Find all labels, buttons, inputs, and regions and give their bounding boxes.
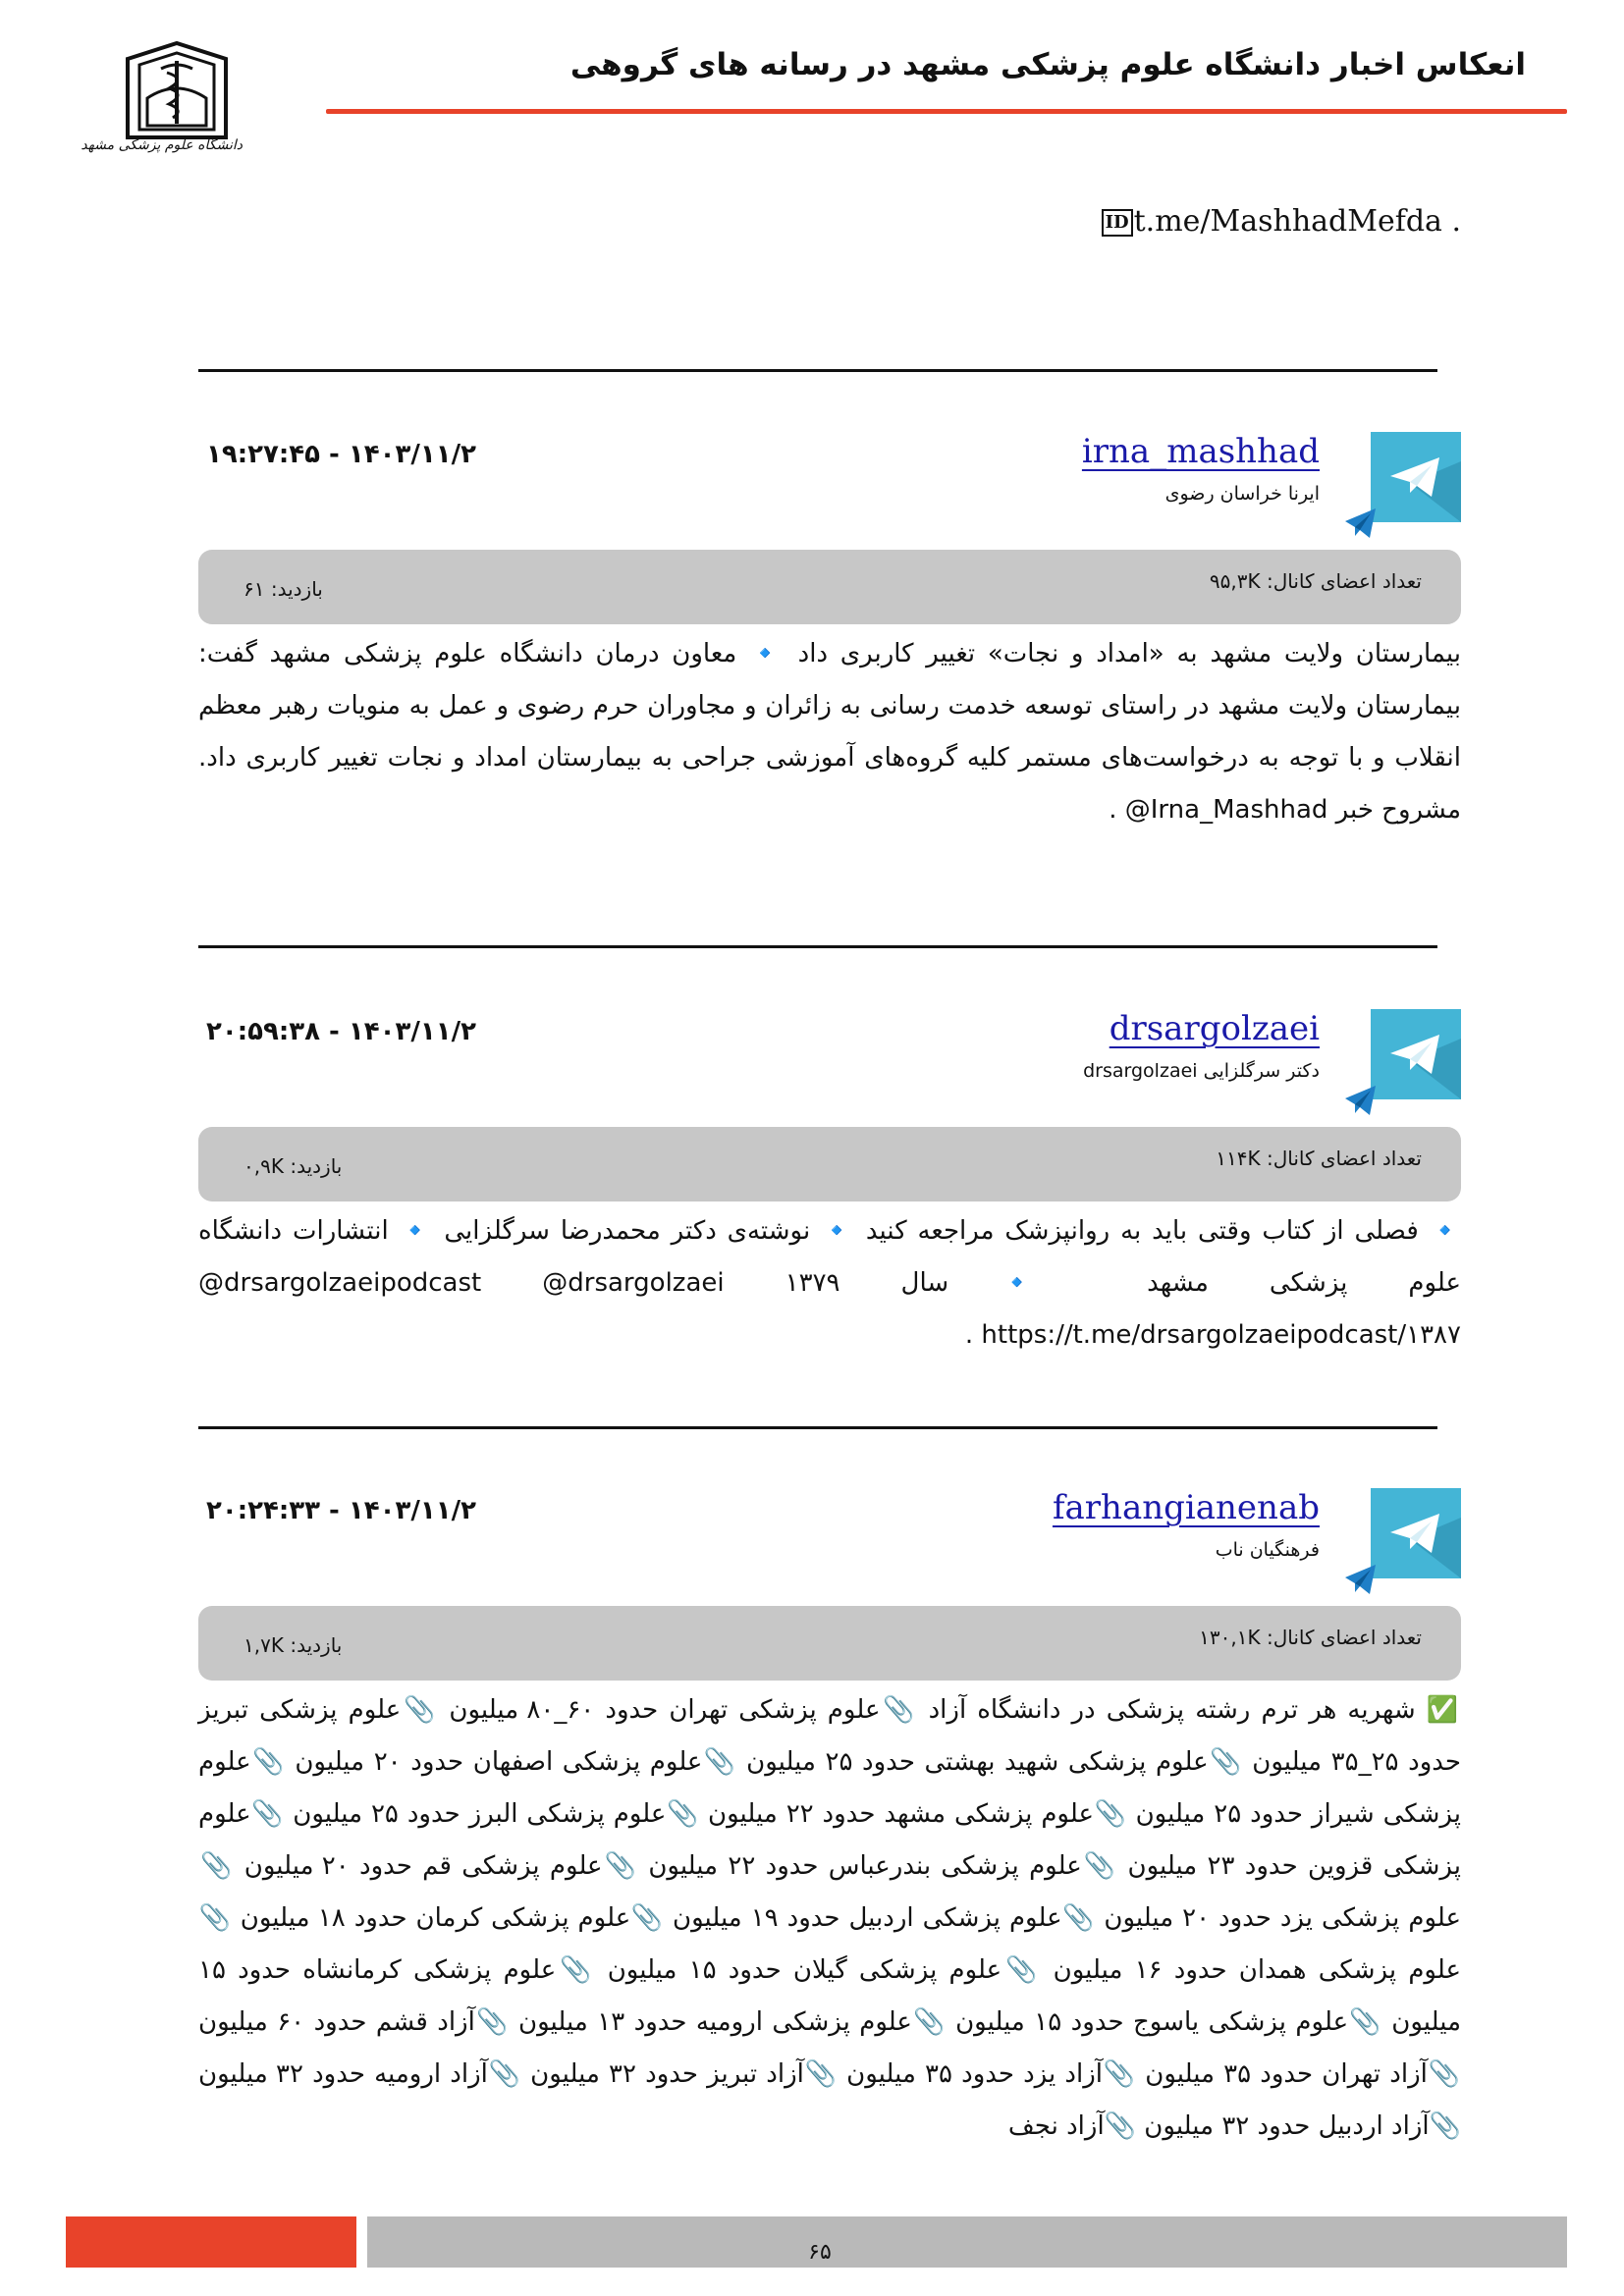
previous-post-tail — [1102, 204, 1461, 239]
channel-handle-link[interactable]: drsargolzaei — [1109, 1009, 1320, 1048]
logo-caption: دانشگاه علوم پزشکی مشهد — [81, 137, 243, 153]
channel-handle-link[interactable]: irna_mashhad — [1081, 432, 1320, 471]
telegram-small-icon — [1343, 1562, 1379, 1597]
view-count: بازدید: ۰,۹K — [244, 1154, 343, 1178]
channel-name: دکتر سرگلزایی drsargolzaei — [1083, 1060, 1320, 1082]
post-text: بیمارستان ولایت مشهد به «امداد و نجات» تغییر کاربری داد 🔹 معاون درمان دانشگاه علوم پزشکی مشهد گفت: بیمارستان ولایت مشهد در راستای توسعه خدمت رسانی به زائران و مجاوران حرم رضوی و عمل به منویات رهبر معظم انقلاب و با توجه به درخواست‌های مستمر کلیه گروه‌های آموزشی جراحی به بیمارستان امداد و نجات تغییر کاربری داد. مشروح خبر ‎@Irna_Mashhad . — [198, 639, 1461, 825]
telegram-small-icon — [1343, 1083, 1379, 1118]
member-count: تعداد اعضای کانال: ۱۳۰,۱K — [1199, 1626, 1422, 1649]
member-count: تعداد اعضای کانال: ۱۱۴K — [1216, 1147, 1422, 1170]
post-datetime: ۲۰:۲۴:۳۳ - ۱۴۰۳/۱۱/۲ — [206, 1496, 476, 1525]
channel-name: ایرنا خراسان رضوی — [1164, 483, 1320, 505]
channel-name: فرهنگیان ناب — [1215, 1539, 1320, 1561]
university-emblem-icon — [118, 39, 236, 147]
post-text: ✅ شهریه هر ترم رشته پزشکی در دانشگاه آزاد 📎علوم پزشکی تهران حدود ۶۰_۸۰ میلیون 📎علوم پزشکی تبریز حدود ۲۵_۳۵ میلیون 📎علوم پزشکی شهید بهشتی حدود ۲۵ میلیون 📎علوم پزشکی اصفهان حدود ۲۰ میلیون 📎علوم پزشکی شیراز حدود ۲۵ میلیون 📎علوم پزشکی مشهد حدود ۲۲ میلیون 📎علوم پزشکی البرز حدود ۲۵ میلیون 📎علوم پزشکی قزوین حدود ۲۳ میلیون 📎علوم پزشکی بندرعباس حدود ۲۲ میلیون 📎علوم پزشکی قم حدود ۲۰ میلیون 📎علوم پزشکی یزد حدود ۲۰ میلیون 📎علوم پزشکی اردبیل حدود ۱۹ میلیون 📎علوم پزشکی کرمان حدود ۱۸ میلیون 📎علوم پزشکی همدان حدود ۱۶ میلیون 📎علوم پزشکی گیلان حدود ۱۵ میلیون 📎علوم پزشکی کرمانشاه حدود ۱۵ میلیون 📎علوم پزشکی یاسوج حدود ۱۵ میلیون 📎علوم پزشکی ارومیه حدود ۱۳ میلیون 📎آزاد قشم حدود ۶۰ میلیون 📎آزاد تهران حدود ۳۵ میلیون 📎آزاد یزد حدود ۳۵ میلیون 📎آزاد تبریز حدود ۳۲ میلیون 📎آزاد ارومیه حدود ۳۲ میلیون 📎آزاد اردبیل حدود ۳۲ میلیون 📎آزاد نجف — [198, 1695, 1462, 2141]
post-text: 🔹 فصلی از کتاب وقتی باید به روانپزشک مراجعه کنید 🔹 نوشته‌ی دکتر محمدرضا سرگلزایی 🔹 انتشارات دانشگاه علوم پزشکی مشهد 🔹سال ۱۳۷۹ ‎@drsargolzaeipodcast @drsargolzaei https://t.me/drsargolzaeipodcast/۱۳۸۷ . — [198, 1216, 1461, 1350]
page-title: انعکاس اخبار دانشگاه علوم پزشکی مشهد در رسانه های گروهی — [569, 47, 1526, 82]
stats-bar — [198, 550, 1461, 624]
id-badge-icon: ID — [1102, 209, 1133, 237]
telegram-channel-icon — [1371, 1488, 1461, 1578]
view-count: بازدید: ۶۱ — [244, 577, 323, 601]
header-divider — [326, 109, 1567, 114]
post-separator — [198, 1426, 1437, 1429]
channel-link[interactable]: t.me/MashhadMefda — [1133, 204, 1442, 239]
member-count: تعداد اعضای کانال: ۹۵,۳K — [1209, 569, 1422, 593]
post-datetime: ۱۹:۲۷:۴۵ - ۱۴۰۳/۱۱/۲ — [206, 440, 476, 469]
page-number: ۶۵ — [808, 2240, 832, 2265]
channel-handle-link[interactable]: farhangianenab — [1052, 1488, 1320, 1527]
stats-bar — [198, 1127, 1461, 1201]
footer-accent-bar — [66, 2216, 356, 2268]
footer-bar — [367, 2216, 1567, 2268]
stats-bar — [198, 1606, 1461, 1681]
post-datetime: ۲۰:۵۹:۳۸ - ۱۴۰۳/۱۱/۲ — [206, 1017, 476, 1046]
tail-suffix: . — [1441, 204, 1461, 239]
telegram-channel-icon — [1371, 1009, 1461, 1099]
telegram-channel-icon — [1371, 432, 1461, 522]
view-count: بازدید: ۱,۷K — [244, 1633, 343, 1657]
post-separator — [198, 369, 1437, 372]
post-separator — [198, 945, 1437, 948]
telegram-small-icon — [1343, 506, 1379, 541]
